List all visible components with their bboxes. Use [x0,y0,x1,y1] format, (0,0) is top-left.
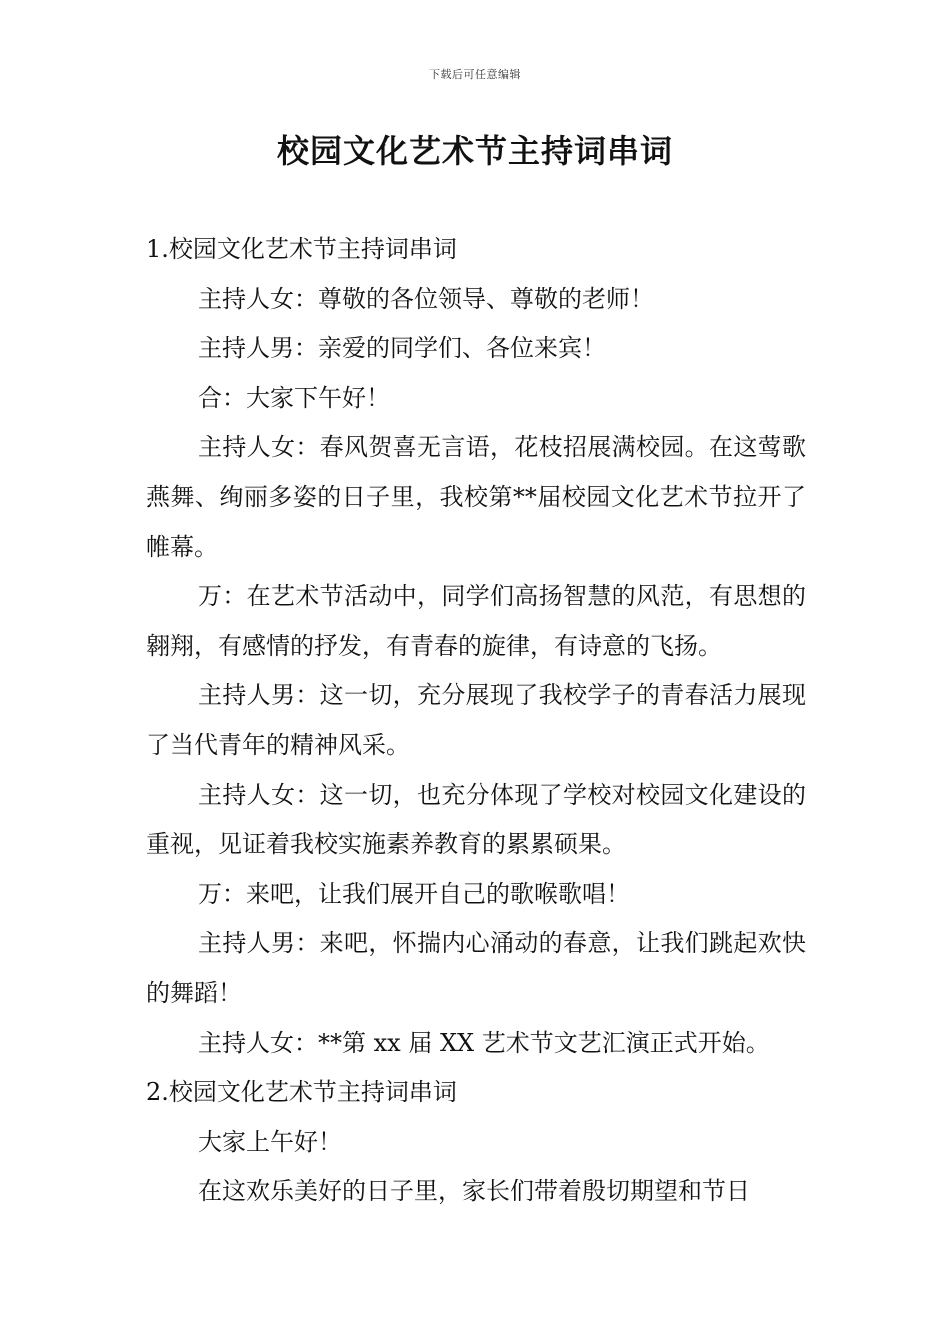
paragraph: 万：在艺术节活动中，同学们高扬智慧的风范，有思想的翱翔，有感情的抒发，有青春的旋律，有诗意的飞扬。 [146,582,806,660]
paragraph: 合：大家下午好！ [198,383,390,412]
section-heading: 1.校园文化艺术节主持词串词 [146,235,457,263]
document-body [146,225,806,1217]
document-title: 校园文化艺术节主持词串词 [276,132,673,170]
paragraph: 主持人男：这一切，充分展现了我校学子的青春活力展现了当代青年的精神风采。 [146,681,806,759]
section-heading: 2.校园文化艺术节主持词串词 [146,1078,457,1107]
paragraph: 在这欢乐美好的日子里，家长们带着殷切期望和节日 [198,1177,750,1206]
paragraph: 主持人女：这一切，也充分体现了学校对校园文化建设的重视，见证着我校实施素养教育的累累硕果。 [146,780,806,859]
paragraph: 主持人男：来吧，怀揣内心涌动的春意，让我们跳起欢快的舞蹈！ [146,929,806,1007]
header-note: 下载后可任意编辑 [429,68,521,81]
paragraph: 主持人男：亲爱的同学们、各位来宾！ [198,334,606,363]
paragraph: 万：来吧，让我们展开自己的歌喉歌唱！ [198,879,630,908]
paragraph: 主持人女：春风贺喜无言语，花枝招展满校园。在这莺歌燕舞、绚丽多姿的日子里，我校第**届校园文化艺术节拉开了帷幕。 [146,433,806,561]
paragraph: 大家上午好！ [198,1127,342,1156]
paragraph: 主持人女：尊敬的各位领导、尊敬的老师！ [198,284,654,313]
paragraph: 主持人女：**第 xx 届 XX 艺术节文艺汇演正式开始。 [198,1028,770,1057]
